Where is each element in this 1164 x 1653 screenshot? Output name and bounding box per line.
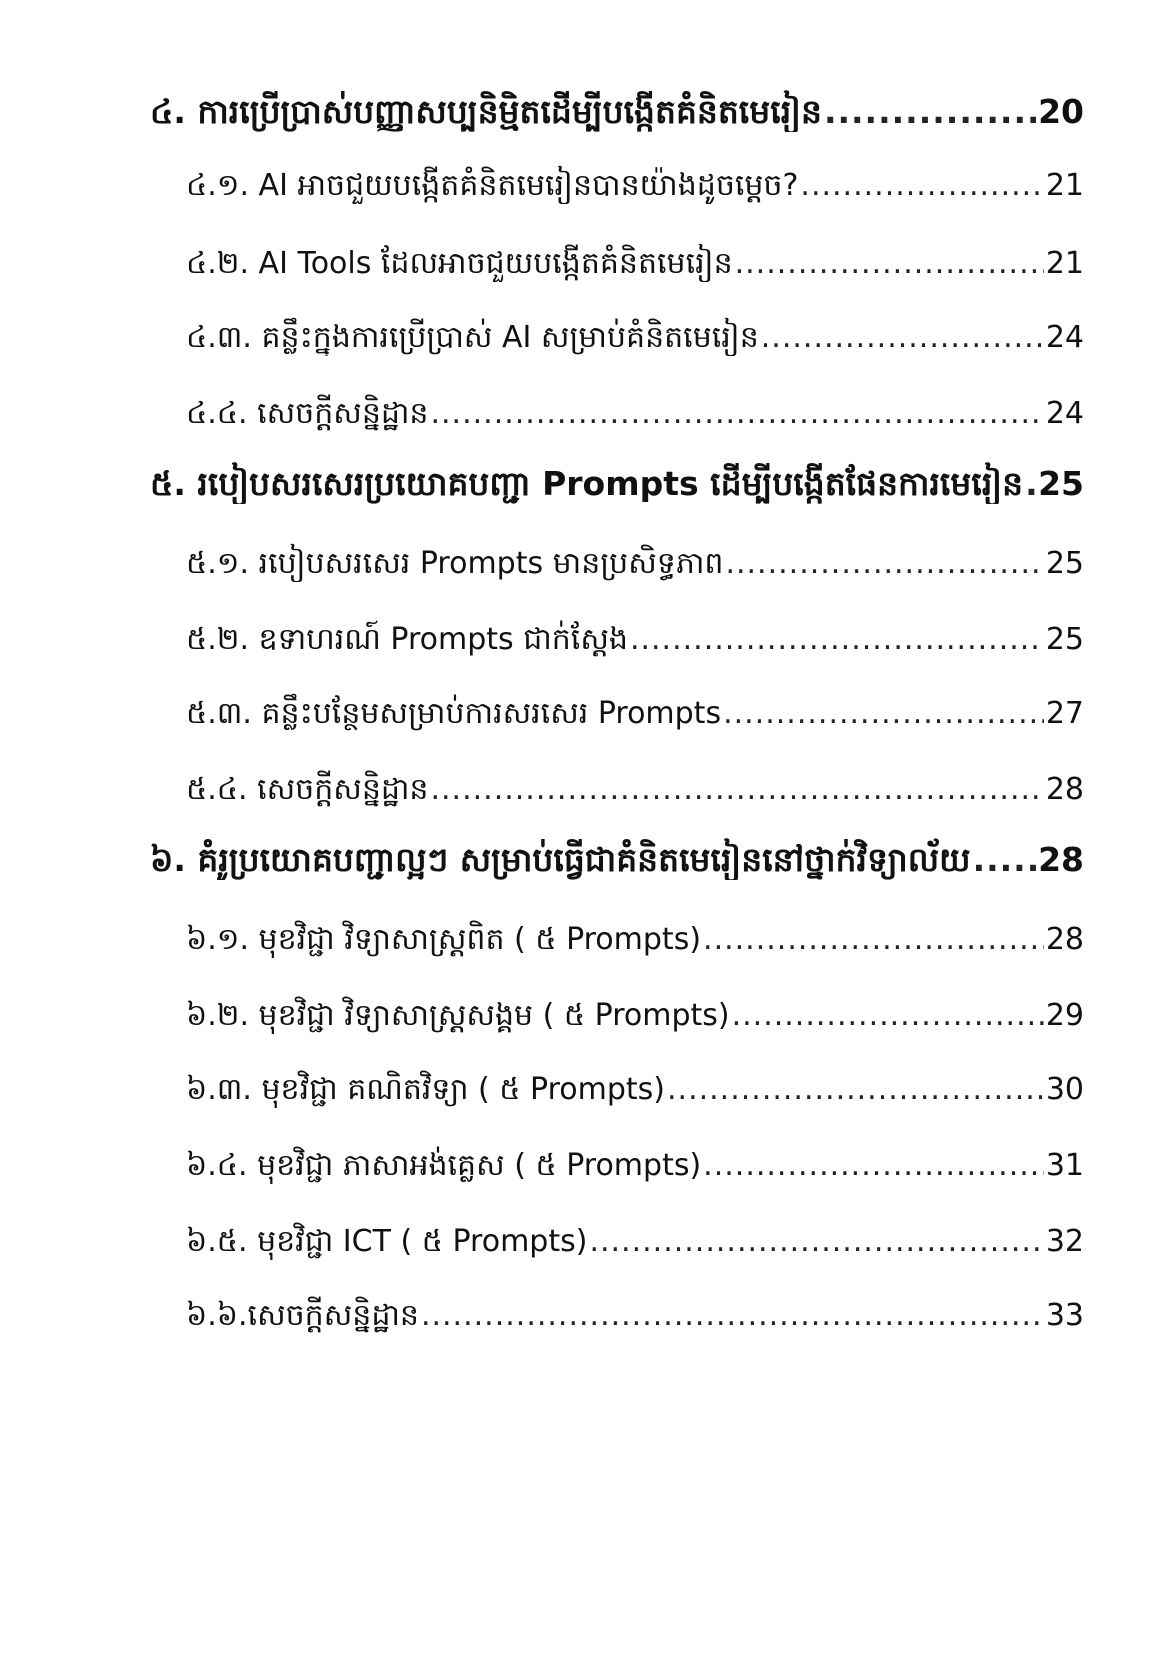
toc-entry-title: ៦.១. មុខវិជ្ជា វិទ្យាសាស្ត្រពិត ( ៥ Prompts) bbox=[186, 922, 702, 957]
toc-entry-title: ៤.៤. សេចក្ដីសន្និដ្ឋាន bbox=[186, 396, 429, 431]
dot-leader bbox=[800, 168, 1043, 204]
toc-page-number: 29 bbox=[1045, 998, 1084, 1033]
toc-entry-title: ៦. គំរូប្រយោគបញ្ជាល្អៗ សម្រាប់ធ្វើជាគំនិតមេរៀននៅថ្នាក់វិទ្យាល័យ bbox=[150, 840, 971, 880]
dot-leader bbox=[703, 922, 1044, 958]
toc-section-6-4[interactable] bbox=[186, 1124, 1084, 1184]
dot-leader bbox=[973, 840, 1037, 880]
toc-entry-title: ៤.២. AI Tools ដែលអាចជួយបង្កើតគំនិតមេរៀន bbox=[186, 246, 733, 281]
dot-leader bbox=[667, 1072, 1044, 1108]
toc-entry-title: ៤.១. AI អាចជួយបង្កើតគំនិតមេរៀនបានយ៉ាងដូចម្ដេច? bbox=[186, 168, 799, 203]
toc-entry-title: ៥.១. របៀបសរសេរ Prompts មានប្រសិទ្ធភាព bbox=[186, 546, 724, 581]
dot-leader bbox=[824, 92, 1036, 132]
dot-leader bbox=[430, 772, 1043, 808]
toc-page-number: 27 bbox=[1045, 696, 1084, 731]
toc-page-number: 21 bbox=[1045, 246, 1084, 281]
dot-leader bbox=[723, 696, 1044, 732]
dot-leader bbox=[761, 320, 1044, 356]
dot-leader bbox=[732, 998, 1044, 1034]
toc-section-4-1[interactable] bbox=[186, 144, 1084, 204]
toc-page-number: 31 bbox=[1045, 1148, 1084, 1183]
toc-section-5-4[interactable] bbox=[186, 748, 1084, 808]
toc-entry-title: ៤.៣. គន្លឹះក្នុងការប្រើប្រាស់ AI សម្រាប់គំនិតមេរៀន bbox=[186, 320, 759, 355]
toc-page-number: 33 bbox=[1045, 1298, 1084, 1333]
dot-leader bbox=[430, 396, 1043, 432]
toc-page-number: 28 bbox=[1045, 922, 1084, 957]
toc-page-number: 28 bbox=[1045, 772, 1084, 807]
toc-section-4-3[interactable] bbox=[186, 296, 1084, 356]
toc-entry-title: ៦.២. មុខវិជ្ជា វិទ្យាសាស្ត្រសង្គម ( ៥ Prompts) bbox=[186, 998, 730, 1033]
toc-entry-title: ៥.៤. សេចក្ដីសន្និដ្ឋាន bbox=[186, 772, 429, 807]
toc-page-number: 25 bbox=[1038, 464, 1084, 504]
toc-entry-title: ៤. ការប្រើប្រាស់បញ្ញាសប្បនិម្មិតដើម្បីបង្កើតគំនិតមេរៀន bbox=[150, 92, 822, 132]
toc-page-number: 25 bbox=[1045, 546, 1084, 581]
toc-chapter-4[interactable] bbox=[150, 72, 1084, 132]
toc-section-6-3[interactable] bbox=[186, 1048, 1084, 1108]
toc-section-6-2[interactable] bbox=[186, 974, 1084, 1034]
dot-leader bbox=[735, 246, 1044, 282]
toc-page-number: 25 bbox=[1045, 622, 1084, 657]
toc-entry-title: ៥. របៀបសរសេរប្រយោគបញ្ជា Prompts ដើម្បីបង្កើតផែនការមេរៀន bbox=[150, 464, 1024, 504]
toc-page-number: 24 bbox=[1045, 396, 1084, 431]
dot-leader bbox=[589, 1224, 1043, 1260]
toc-section-6-1[interactable] bbox=[186, 898, 1084, 958]
toc-entry-title: ៦.៤. មុខវិជ្ជា ភាសាអង់គ្លេស ( ៥ Prompts) bbox=[186, 1148, 702, 1183]
toc-page-number: 30 bbox=[1045, 1072, 1084, 1107]
toc-section-4-2[interactable] bbox=[186, 222, 1084, 282]
toc-page-number: 24 bbox=[1045, 320, 1084, 355]
toc-entry-title: ៥.៣. គន្លឹះបន្ថែមសម្រាប់ការសរសេរ Prompts bbox=[186, 696, 722, 731]
toc-section-6-6[interactable] bbox=[186, 1274, 1084, 1334]
dot-leader bbox=[703, 1148, 1044, 1184]
toc-entry-title: ៦.៦.សេចក្ដីសន្និដ្ឋាន bbox=[186, 1298, 419, 1333]
toc-entry-title: ៦.៣. មុខវិជ្ជា គណិតវិទ្យា ( ៥ Prompts) bbox=[186, 1072, 665, 1107]
toc-page-number: 32 bbox=[1045, 1224, 1084, 1259]
toc-section-6-5[interactable] bbox=[186, 1200, 1084, 1260]
toc-entry-title: ៦.៥. មុខវិជ្ជា ICT ( ៥ Prompts) bbox=[186, 1224, 588, 1259]
toc-page-number: 20 bbox=[1038, 92, 1084, 132]
toc-entry-title: ៥.២. ឧទាហរណ៍ Prompts ជាក់ស្ដែង bbox=[186, 622, 628, 657]
dot-leader bbox=[630, 622, 1044, 658]
dot-leader bbox=[1025, 464, 1036, 504]
toc-section-5-3[interactable] bbox=[186, 672, 1084, 732]
toc-section-5-2[interactable] bbox=[186, 598, 1084, 658]
dot-leader bbox=[725, 546, 1043, 582]
toc-page-number: 28 bbox=[1038, 840, 1084, 880]
dot-leader bbox=[421, 1298, 1044, 1334]
toc-page-number: 21 bbox=[1045, 168, 1084, 203]
toc-chapter-6[interactable] bbox=[150, 820, 1084, 880]
toc-chapter-5[interactable] bbox=[150, 444, 1084, 504]
toc-section-4-4[interactable] bbox=[186, 372, 1084, 432]
toc-section-5-1[interactable] bbox=[186, 522, 1084, 582]
